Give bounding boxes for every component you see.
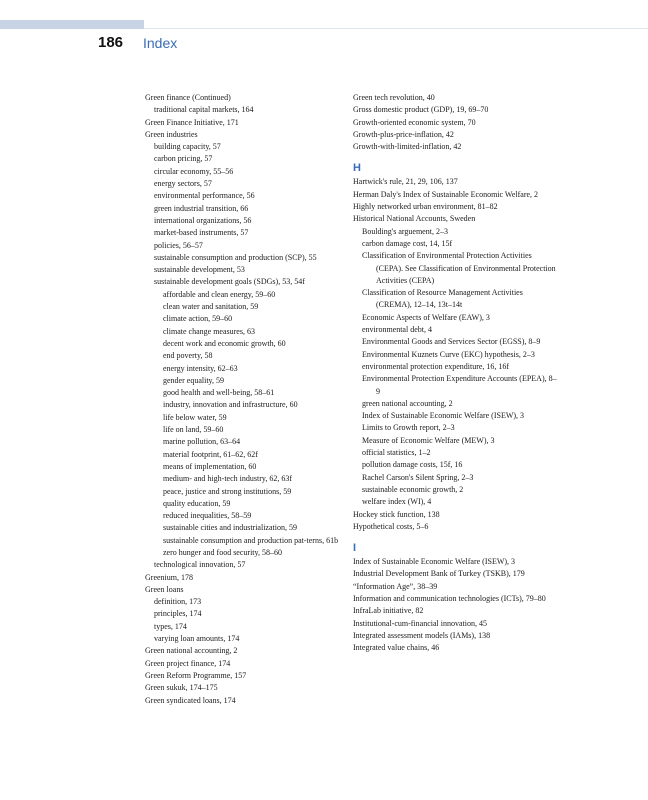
index-group-i bbox=[353, 556, 558, 654]
index-entry: sustainable development goals (SDGs), 53, 54f bbox=[154, 277, 305, 287]
index-entry: Green syndicated loans, 174 bbox=[145, 695, 236, 705]
index-entry: technological innovation, 57 bbox=[154, 560, 246, 570]
index-entry: Environmental Protection Expenditure Accounts (EPEA), 8–9 bbox=[362, 374, 557, 396]
index-entry: carbon pricing, 57 bbox=[154, 154, 213, 164]
index-entry: building capacity, 57 bbox=[154, 142, 221, 152]
index-entry: pollution damage costs, 15f, 16 bbox=[362, 460, 463, 470]
index-entry: environmental performance, 56 bbox=[154, 191, 255, 201]
index-entry: Economic Aspects of Welfare (EAW), 3 bbox=[362, 312, 490, 322]
index-entry: Hockey stick function, 138 bbox=[353, 509, 440, 519]
index-entry: Green industries bbox=[145, 129, 198, 139]
index-entry: energy sectors, 57 bbox=[154, 179, 212, 189]
index-entry: circular economy, 55–56 bbox=[154, 166, 234, 176]
index-entry: Environmental Goods and Services Sector (EGSS), 8–9 bbox=[362, 337, 541, 347]
index-group-g-continued bbox=[353, 92, 558, 153]
index-entry: Growth-with-limited-inflation, 42 bbox=[353, 142, 462, 152]
index-entry: Integrated assessment models (IAMs), 138 bbox=[353, 630, 491, 640]
index-entry: Highly networked urban environment, 81–82 bbox=[353, 202, 498, 212]
index-entry: Gross domestic product (GDP), 19, 69–70 bbox=[353, 105, 489, 115]
index-entry: traditional capital markets, 164 bbox=[154, 105, 254, 115]
index-entry: Classification of Resource Management Activities (CREMA), 12–14, 13t–14t bbox=[362, 288, 523, 310]
index-entry: life on land, 59–60 bbox=[163, 425, 224, 435]
index-entry: Growth-plus-price-inflation, 42 bbox=[353, 129, 454, 139]
index-entry: Boulding's arguement, 2–3 bbox=[362, 226, 448, 236]
index-entry: Growth-oriented economic system, 70 bbox=[353, 117, 476, 127]
index-entry: Measure of Economic Welfare (MEW), 3 bbox=[362, 435, 495, 445]
index-entry: Index of Sustainable Economic Welfare (ISEW), 3 bbox=[353, 557, 516, 567]
index-entry: carbon damage cost, 14, 15f bbox=[362, 238, 453, 248]
header-rule bbox=[144, 28, 648, 29]
running-head: Index bbox=[143, 35, 178, 51]
index-entry: energy intensity, 62–63 bbox=[163, 363, 238, 373]
index-entry: means of implementation, 60 bbox=[163, 461, 257, 471]
index-entry: Historical National Accounts, Sweden bbox=[353, 214, 476, 224]
index-entry: decent work and economic growth, 60 bbox=[163, 338, 286, 348]
index-entry: sustainable economic growth, 2 bbox=[362, 484, 464, 494]
index-entry: Index of Sustainable Economic Welfare (ISEW), 3 bbox=[362, 411, 525, 421]
index-entry: medium- and high-tech industry, 62, 63f bbox=[163, 474, 293, 484]
index-entry: Herman Daly's Index of Sustainable Economic Welfare, 2 bbox=[353, 189, 539, 199]
index-entry: quality education, 59 bbox=[163, 498, 231, 508]
index-entry: Green Reform Programme, 157 bbox=[145, 670, 247, 680]
index-entry: official statistics, 1–2 bbox=[362, 448, 431, 458]
header-accent-bar bbox=[0, 20, 144, 29]
index-entry: Rachel Carson's Silent Spring, 2–3 bbox=[362, 472, 474, 482]
section-letter-h: H bbox=[353, 162, 361, 175]
index-entry: good health and well-being, 58–61 bbox=[163, 388, 275, 398]
index-entry: climate action, 59–60 bbox=[163, 314, 233, 324]
index-entry: Hypothetical costs, 5–6 bbox=[353, 521, 429, 531]
index-entry: Greenium, 178 bbox=[145, 572, 193, 582]
index-entry: sustainable cities and industrialization, 59 bbox=[163, 523, 297, 533]
index-entry: types, 174 bbox=[154, 621, 187, 631]
index-entry: InfraLab initiative, 82 bbox=[353, 606, 424, 616]
section-letter-i: I bbox=[353, 542, 357, 555]
index-entry: Green project finance, 174 bbox=[145, 658, 231, 668]
index-entry: sustainable consumption and production pat-terns, 61b bbox=[163, 535, 339, 545]
index-entry: market-based instruments, 57 bbox=[154, 228, 249, 238]
index-entry: Green tech revolution, 40 bbox=[353, 93, 435, 102]
index-entry: life below water, 59 bbox=[163, 412, 227, 422]
index-entry: principles, 174 bbox=[154, 609, 202, 619]
index-entry: sustainable consumption and production (SCP), 55 bbox=[154, 252, 317, 262]
index-entry: Classification of Environmental Protection Activities (CEPA). See Classification of Environmental Protection Activities (CEPA) bbox=[362, 251, 556, 285]
index-entry: Green national accounting, 2 bbox=[145, 646, 238, 656]
index-entry: Limits to Growth report, 2–3 bbox=[362, 423, 455, 433]
index-entry: “Information Age”, 38–39 bbox=[353, 581, 438, 591]
index-entry: Institutional-cum-financial innovation, 45 bbox=[353, 618, 487, 628]
index-entry: Green loans bbox=[145, 584, 184, 594]
index-entry: sustainable development, 53 bbox=[154, 265, 245, 275]
index-entry: environmental debt, 4 bbox=[362, 325, 432, 335]
index-entry: welfare index (WI), 4 bbox=[362, 497, 432, 507]
index-entry: Integrated value chains, 46 bbox=[353, 643, 440, 653]
index-entry: affordable and clean energy, 59–60 bbox=[163, 289, 276, 299]
index-entry: zero hunger and food security, 58–60 bbox=[163, 547, 282, 557]
index-entry: marine pollution, 63–64 bbox=[163, 437, 241, 447]
index-entry: Green sukuk, 174–175 bbox=[145, 683, 218, 693]
index-column-left bbox=[145, 92, 345, 707]
index-entry: international organizations, 56 bbox=[154, 215, 252, 225]
index-entry: environmental protection expenditure, 16, 16f bbox=[362, 361, 510, 371]
index-entry: industry, innovation and infrastructure, 60 bbox=[163, 400, 298, 410]
index-entry: policies, 56–57 bbox=[154, 240, 203, 250]
index-entry: green national accounting, 2 bbox=[362, 398, 453, 408]
index-entry: definition, 173 bbox=[154, 597, 202, 607]
index-column-right bbox=[353, 92, 558, 654]
index-entry: end poverty, 58 bbox=[163, 351, 213, 361]
index-entry: climate change measures, 63 bbox=[163, 326, 255, 336]
index-entry: Environmental Kuznets Curve (EKC) hypothesis, 2–3 bbox=[362, 349, 535, 359]
index-entry: reduced inequalities, 58–59 bbox=[163, 511, 252, 521]
index-entry: Green finance (Continued) bbox=[145, 93, 231, 102]
index-group-h bbox=[353, 176, 558, 533]
index-entry: varying loan amounts, 174 bbox=[154, 634, 240, 644]
index-entry: Industrial Development Bank of Turkey (TSKB), 179 bbox=[353, 569, 525, 579]
index-entry: Green Finance Initiative, 171 bbox=[145, 117, 239, 127]
index-entry: Hartwick's rule, 21, 29, 106, 137 bbox=[353, 177, 458, 187]
index-entry: material footprint, 61–62, 62f bbox=[163, 449, 258, 459]
index-entry: peace, justice and strong institutions, 59 bbox=[163, 486, 292, 496]
index-entry: clean water and sanitation, 59 bbox=[163, 302, 259, 312]
index-entry: gender equality, 59 bbox=[163, 375, 225, 385]
page-number: 186 bbox=[98, 34, 124, 51]
index-entry: Information and communication technologies (ICTs), 79–80 bbox=[353, 593, 546, 603]
index-entry: green industrial transition, 66 bbox=[154, 203, 249, 213]
